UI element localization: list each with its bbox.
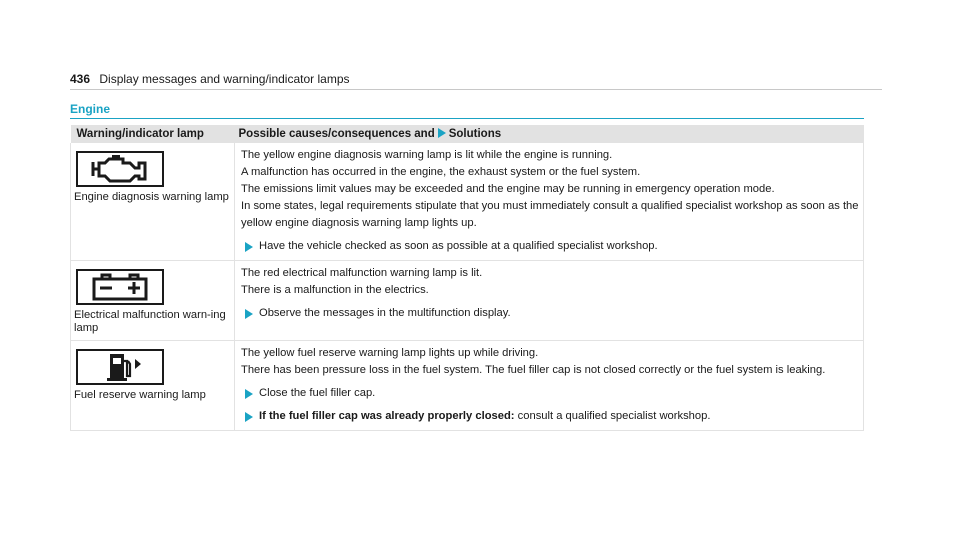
description-cell [235, 341, 864, 431]
action-condition: If the fuel filler cap was already properly closed: [259, 410, 515, 422]
description-text: The emissions limit values may be exceeded and the engine may be running in emergency operation mode. [241, 183, 775, 195]
description-text: There is a malfunction in the electrics. [241, 284, 429, 296]
description-text: The yellow fuel reserve warning lamp lights up while driving. [241, 347, 539, 359]
header-solutions-label: Solutions [448, 128, 502, 140]
fuel-pump-icon [76, 349, 164, 385]
lamp-label: Engine diagnosis warning lamp [74, 191, 229, 203]
action-item [241, 305, 859, 322]
description-text: The red electrical malfunction warning lamp is lit. [241, 267, 483, 279]
action-text: consult a qualified specialist workshop. [517, 410, 711, 422]
lamp-cell [71, 261, 235, 341]
header-causes-solutions [235, 125, 864, 143]
table-header-row [71, 125, 864, 143]
arrow-icon [245, 242, 253, 252]
section-title: Engine [70, 102, 111, 116]
lamp-cell [71, 341, 235, 431]
warning-lamp-table [70, 125, 864, 431]
description-text: The yellow engine diagnosis warning lamp is lit while the engine is running. [241, 149, 613, 161]
action-item [241, 385, 859, 402]
action-text: Observe the messages in the multifunction display. [259, 307, 511, 319]
header-warning-lamp: Warning/indicator lamp [71, 125, 235, 143]
arrow-icon [245, 412, 253, 422]
engine-icon [76, 151, 164, 187]
description-text: There has been pressure loss in the fuel system. The fuel filler cap is not closed correctly or the fuel system is leaking. [241, 364, 826, 376]
arrow-icon [245, 389, 253, 399]
description-cell [235, 143, 864, 261]
lamp-label: Electrical malfunction warn-ing lamp [74, 309, 226, 334]
description-text: A malfunction has occurred in the engine, the exhaust system or the fuel system. [241, 166, 641, 178]
page-header [70, 72, 350, 86]
header-divider [70, 89, 882, 90]
description-text: In some states, legal requirements stipulate that you must immediately consult a qualified specialist workshop as soon as the yellow engine diagnosis warning lamp lights up. [241, 200, 859, 229]
action-item [241, 408, 859, 425]
table-row [71, 261, 864, 341]
action-item [241, 238, 859, 255]
action-text: Close the fuel filler cap. [259, 387, 376, 399]
header-causes-label: Possible causes/consequences and [238, 128, 435, 140]
table-row [71, 143, 864, 261]
action-text: Have the vehicle checked as soon as possible at a qualified specialist workshop. [259, 240, 658, 252]
arrow-icon [438, 128, 446, 138]
lamp-cell [71, 143, 235, 261]
lamp-label: Fuel reserve warning lamp [74, 389, 206, 401]
description-cell [235, 261, 864, 341]
arrow-icon [245, 309, 253, 319]
section-divider [70, 118, 864, 119]
page-number: 436 [70, 72, 91, 86]
page-title: Display messages and warning/indicator lamps [99, 72, 350, 86]
battery-icon [76, 269, 164, 305]
table-row [71, 341, 864, 431]
